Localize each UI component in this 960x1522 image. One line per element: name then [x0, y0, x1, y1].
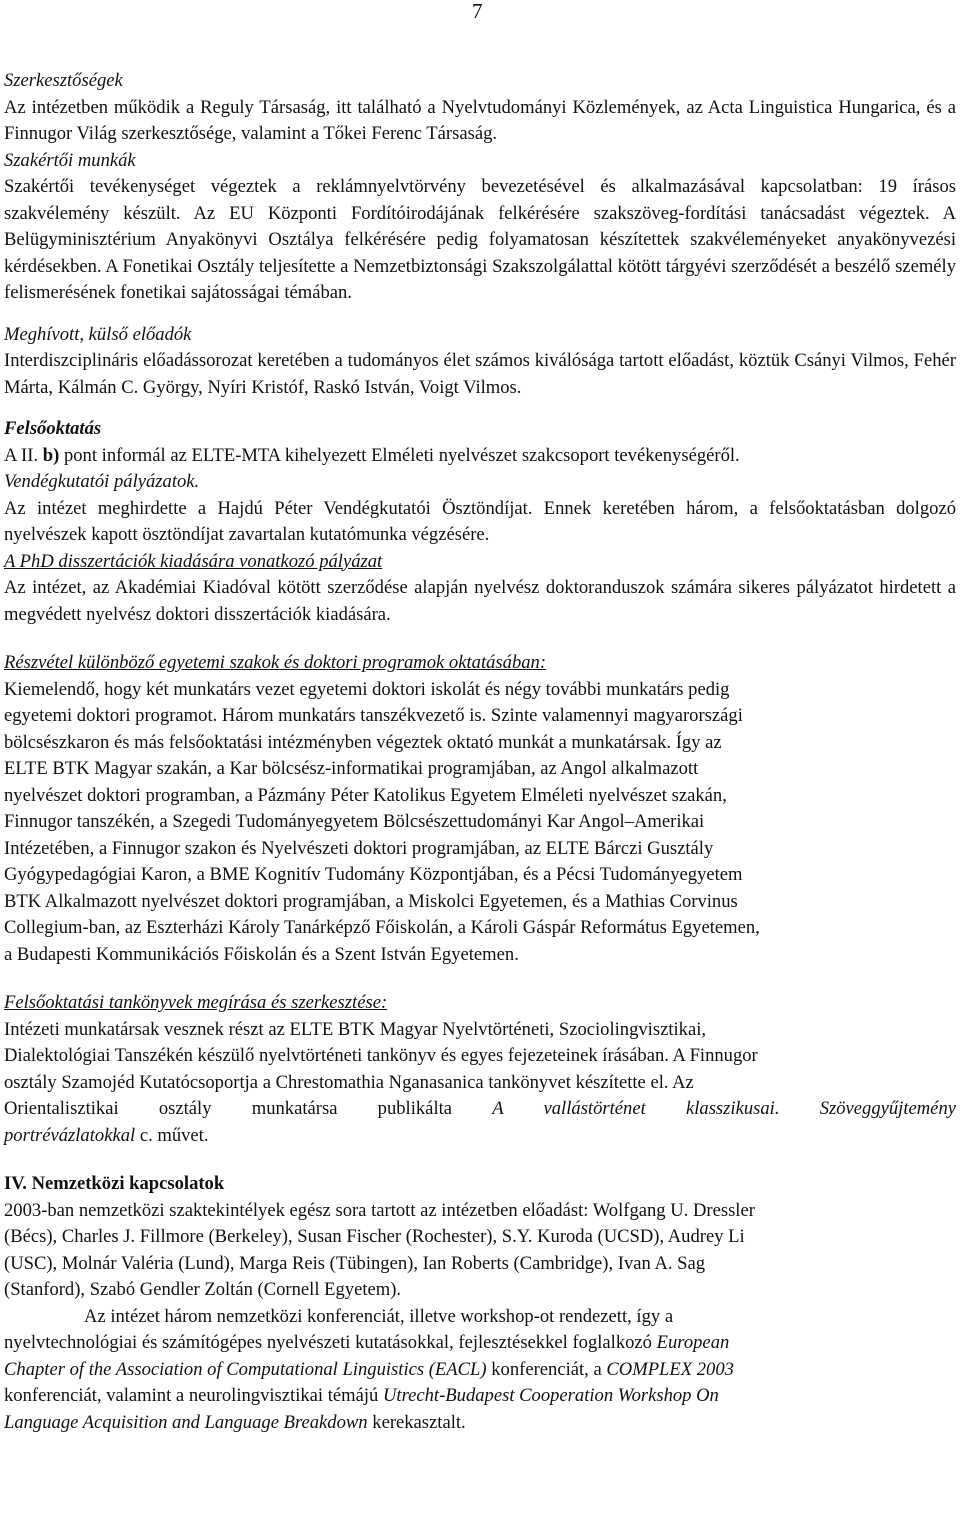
section-heading-editorial: Szerkesztőségek [4, 70, 123, 91]
line: osztály Szamojéd Kutatócsoportja a Chrestomathia Nganasanica tankönyvet készítette el. Az [4, 1071, 694, 1093]
line: ELTE BTK Magyar szakán, a Kar bölcsész-informatikai programjában, az Angol alkalmazott [4, 758, 699, 779]
section-heading-higher-education: Felsőoktatás [4, 418, 102, 439]
line: a Budapesti Kommunikációs Főiskolán és a Szent István Egyetemen. [4, 943, 519, 965]
text-body: kerekasztalt. [372, 1411, 466, 1433]
text-italic: portrévázlatokkal [4, 1124, 136, 1146]
section-heading-textbooks: Felsőoktatási tankönyvek megírása és szerkesztése: [4, 992, 388, 1013]
line: bölcsészkaron és más felsőoktatási intézményben végeztek oktató munkát a munkatársak. Így az [4, 731, 722, 753]
paragraph-guest-researcher: Az intézet meghirdette a Hajdú Péter Vendégkutatói Ösztöndíjat. Ennek keretében három, a felsőoktatásban dolgozó nyelvészek kapott ösztöndíjat zavartalan kutatómunka végzésére. [4, 497, 956, 545]
text-italic: European [656, 1332, 730, 1353]
line: Intézetében, a Finnugor szakon és Nyelvészeti doktori programjában, az ELTE Bárczi Gusztály [4, 837, 714, 859]
text-body: pont informál az ELTE-MTA kihelyezett Elméleti nyelvészet szakcsoport tevékenységéről. [63, 444, 740, 466]
line: Az intézet három nemzetközi konferenciát, illetve workshop-ot rendezett, így a [84, 1305, 674, 1327]
text-bold: b) [42, 444, 60, 466]
line: nyelvészet doktori programban, a Pázmány Péter Katolikus Egyetem Elméleti nyelvészet szakán, [4, 784, 727, 806]
text-body: Orientalisztikai osztály munkatársa publikálta [4, 1098, 453, 1119]
subheading-guest-researcher: Vendégkutatói pályázatok. [4, 471, 200, 492]
line: (Stanford), Szabó Gendler Zoltán (Cornell Egyetem). [4, 1279, 402, 1300]
text-italic: A vallástörténet klasszikusai. Szöveggyűjtemény [492, 1098, 956, 1119]
text-body: c. művet. [139, 1124, 209, 1146]
line: (Bécs), Charles J. Fillmore (Berkeley), Susan Fischer (Rochester), S.Y. Kuroda (UCSD), Audrey Li [4, 1226, 745, 1247]
subheading-phd-publication: A PhD disszertációk kiadására vonatkozó pályázat [4, 550, 383, 572]
line: 2003-ban nemzetközi szaktekintélyek egész sora tartott az intézetben előadást: Wolfgang U. Dressler [4, 1199, 755, 1221]
line: Intézeti munkatársak vesznek részt az ELTE BTK Magyar Nyelvtörténeti, Szociolingvisztikai, [4, 1018, 707, 1040]
page-number: 7 [472, 0, 483, 23]
text-italic: Language Acquisition and Language Breakdown [4, 1411, 368, 1433]
text-body: nyelvtechnológiai és számítógépes nyelvészeti kutatásokkal, fejlesztésekkel foglalkozó [4, 1332, 652, 1353]
section-heading-guest-lecturers: Meghívott, külső előadók [4, 323, 192, 345]
text-body: konferenciát, valamint a neurolingvisztikai témájú [4, 1385, 379, 1406]
line: Finnugor tanszékén, a Szegedi Tudományegyetem Bölcsészettudományi Kar Angol–Amerikai [4, 811, 705, 832]
text-italic: COMPLEX 2003 [606, 1358, 734, 1380]
text-italic: Utrecht-Budapest Cooperation Workshop On [382, 1385, 719, 1406]
line: Collegium-ban, az Eszterházi Károly Tanárképző Főiskolán, a Károli Gáspár Református Egyetemen, [4, 917, 760, 938]
paragraph-guest-lecturers: Interdiszciplináris előadássorozat keretében a tudományos élet számos kiválósága tartott előadást, köztük Csányi Vilmos, Fehér Márta, Kálmán C. György, Nyíri Kristóf, Raskó István, Voigt Vilmos. [4, 350, 956, 398]
line: BTK Alkalmazott nyelvészet doktori programjában, a Miskolci Egyetemen, és a Mathias Corvinus [4, 890, 738, 912]
line [4, 1330, 956, 1357]
line [4, 1410, 956, 1437]
paragraph-phd-publication: Az intézet, az Akadémiai Kiadóval kötött szerződése alapján nyelvész doktoranduszok számára sikeres pályázatot hirdetett a megvédett nyelvész doktori disszertációk kiadására. [4, 577, 956, 625]
line: Gyógypedagógiai Karon, a BME Kognitív Tudomány Központjában, és a Pécsi Tudományegyetem [4, 864, 743, 885]
paragraph-expert-work: Szakértői tevékenységet végeztek a reklámnyelvtörvény bevezetésével és alkalmazásával kapcsolatban: 19 írásos szakvélemény készült. Az EU Központi Fordítóirodájának felkérésére szakszöveg-fordítási tanácsadást végeztek. A Belügyminisztérium Anyakönyvi Osztálya felkérésére pedig folyamatosan készítettek szakvéleményeket anyakönyvezési kérdésekben. A Fonetikai Osztály teljesítette a Nemzetbiztonsági Szakszolgálattal kötött tárgyévi szerződését a beszélő személy felismerésének fonetikai sajátosságai témában. [4, 176, 956, 303]
section-heading-university-teaching: Részvétel különböző egyetemi szakok és doktori programok oktatásában: [4, 652, 547, 673]
paragraph-editorial: Az intézetben működik a Reguly Társaság, itt található a Nyelvtudományi Közlemények, az Acta Linguistica Hungarica, és a Finnugor Világ szerkesztősége, valamint a Tőkei Ferenc Társaság. [4, 96, 956, 144]
line [4, 1357, 956, 1384]
line [4, 1123, 956, 1150]
line: Dialektológiai Tanszékén készülő nyelvtörténeti tankönyv és egyes fejezeteinek írásában. A Finnugor [4, 1045, 758, 1066]
document-body [4, 68, 956, 1436]
text-prefix: A II. [4, 444, 39, 466]
line: Kiemelendő, hogy két munkatárs vezet egyetemi doktori iskolát és négy további munkatárs pedig [4, 678, 730, 700]
line [4, 1096, 956, 1123]
section-heading-expert-work: Szakértői munkák [4, 149, 136, 171]
line: egyetemi doktori programot. Három munkatárs tanszékvezető is. Szinte valamennyi magyarországi [4, 705, 743, 726]
section-heading-international: IV. Nemzetközi kapcsolatok [4, 1173, 225, 1194]
paragraph-higher-education [4, 443, 956, 470]
text-italic: Chapter of the Association of Computational Linguistics (EACL) [4, 1358, 487, 1380]
line [4, 1383, 956, 1410]
line: (USC), Molnár Valéria (Lund), Marga Reis (Tübingen), Ian Roberts (Cambridge), Ivan A. Sag [4, 1252, 706, 1274]
text-body: konferenciát, a [491, 1358, 602, 1380]
